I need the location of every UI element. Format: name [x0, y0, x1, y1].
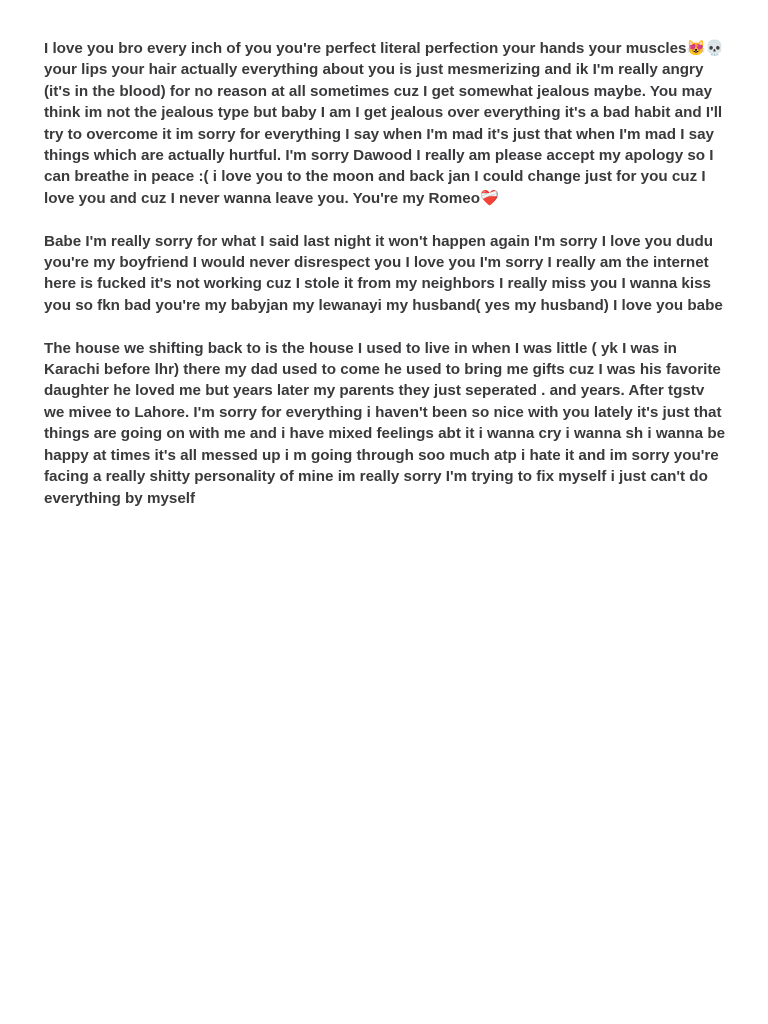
- note-paragraph-2: Babe I'm really sorry for what I said last night it won't happen again I'm sorry I love you dudu you're my boyfriend I would never disrespect you I love you I'm sorry I really am the internet here is fucked it's not working cuz I stole it from my neighbors I really miss you I wanna kiss you so fkn bad you're my babyjan my lewanayi my husband( yes my husband) I love you babe: [44, 232, 723, 314]
- note-paragraph-3: The house we shifting back to is the house I used to live in when I was little ( yk I was in Karachi before lhr) there my dad used to come he used to bring me gifts cuz I was his favorite daughter he loved me but years later my parents they just seperated . and years. After tgstv we mivee to Lahore. I'm sorry for everything i haven't been so nice with you lately it's just that things are going on with me and i have mixed feelings abt it i wanna cry i wanna sh i wanna be happy at times it's all messed up i m going through soo much atp i hate it and im sorry you're facing a really shitty personality of mine im really sorry I'm trying to fix myself i just can't do everything by myself: [44, 339, 726, 507]
- note-body[interactable]: [44, 38, 726, 509]
- note-paragraph-1: I love you bro every inch of you you're perfect literal perfection your hands your muscles😻💀 your lips your hair actually everything about you is just mesmerizing and ik I'm really angry (it's in the blood) for no reason at all sometimes cuz I get somewhat jealous maybe. You may think im not the jealous type but baby I am I get jealous over everything it's a bad habit and I'll try to overcome it im sorry for everything I say when I'm mad it's just that when I'm mad I say things which are actually hurtful. I'm sorry Dawood I really am please accept my apology so I can breathe in peace :( i love you to the moon and back jan I could change just for you cuz I love you and cuz I never wanna leave you. You're my Romeo❤️‍🩹: [44, 40, 725, 207]
